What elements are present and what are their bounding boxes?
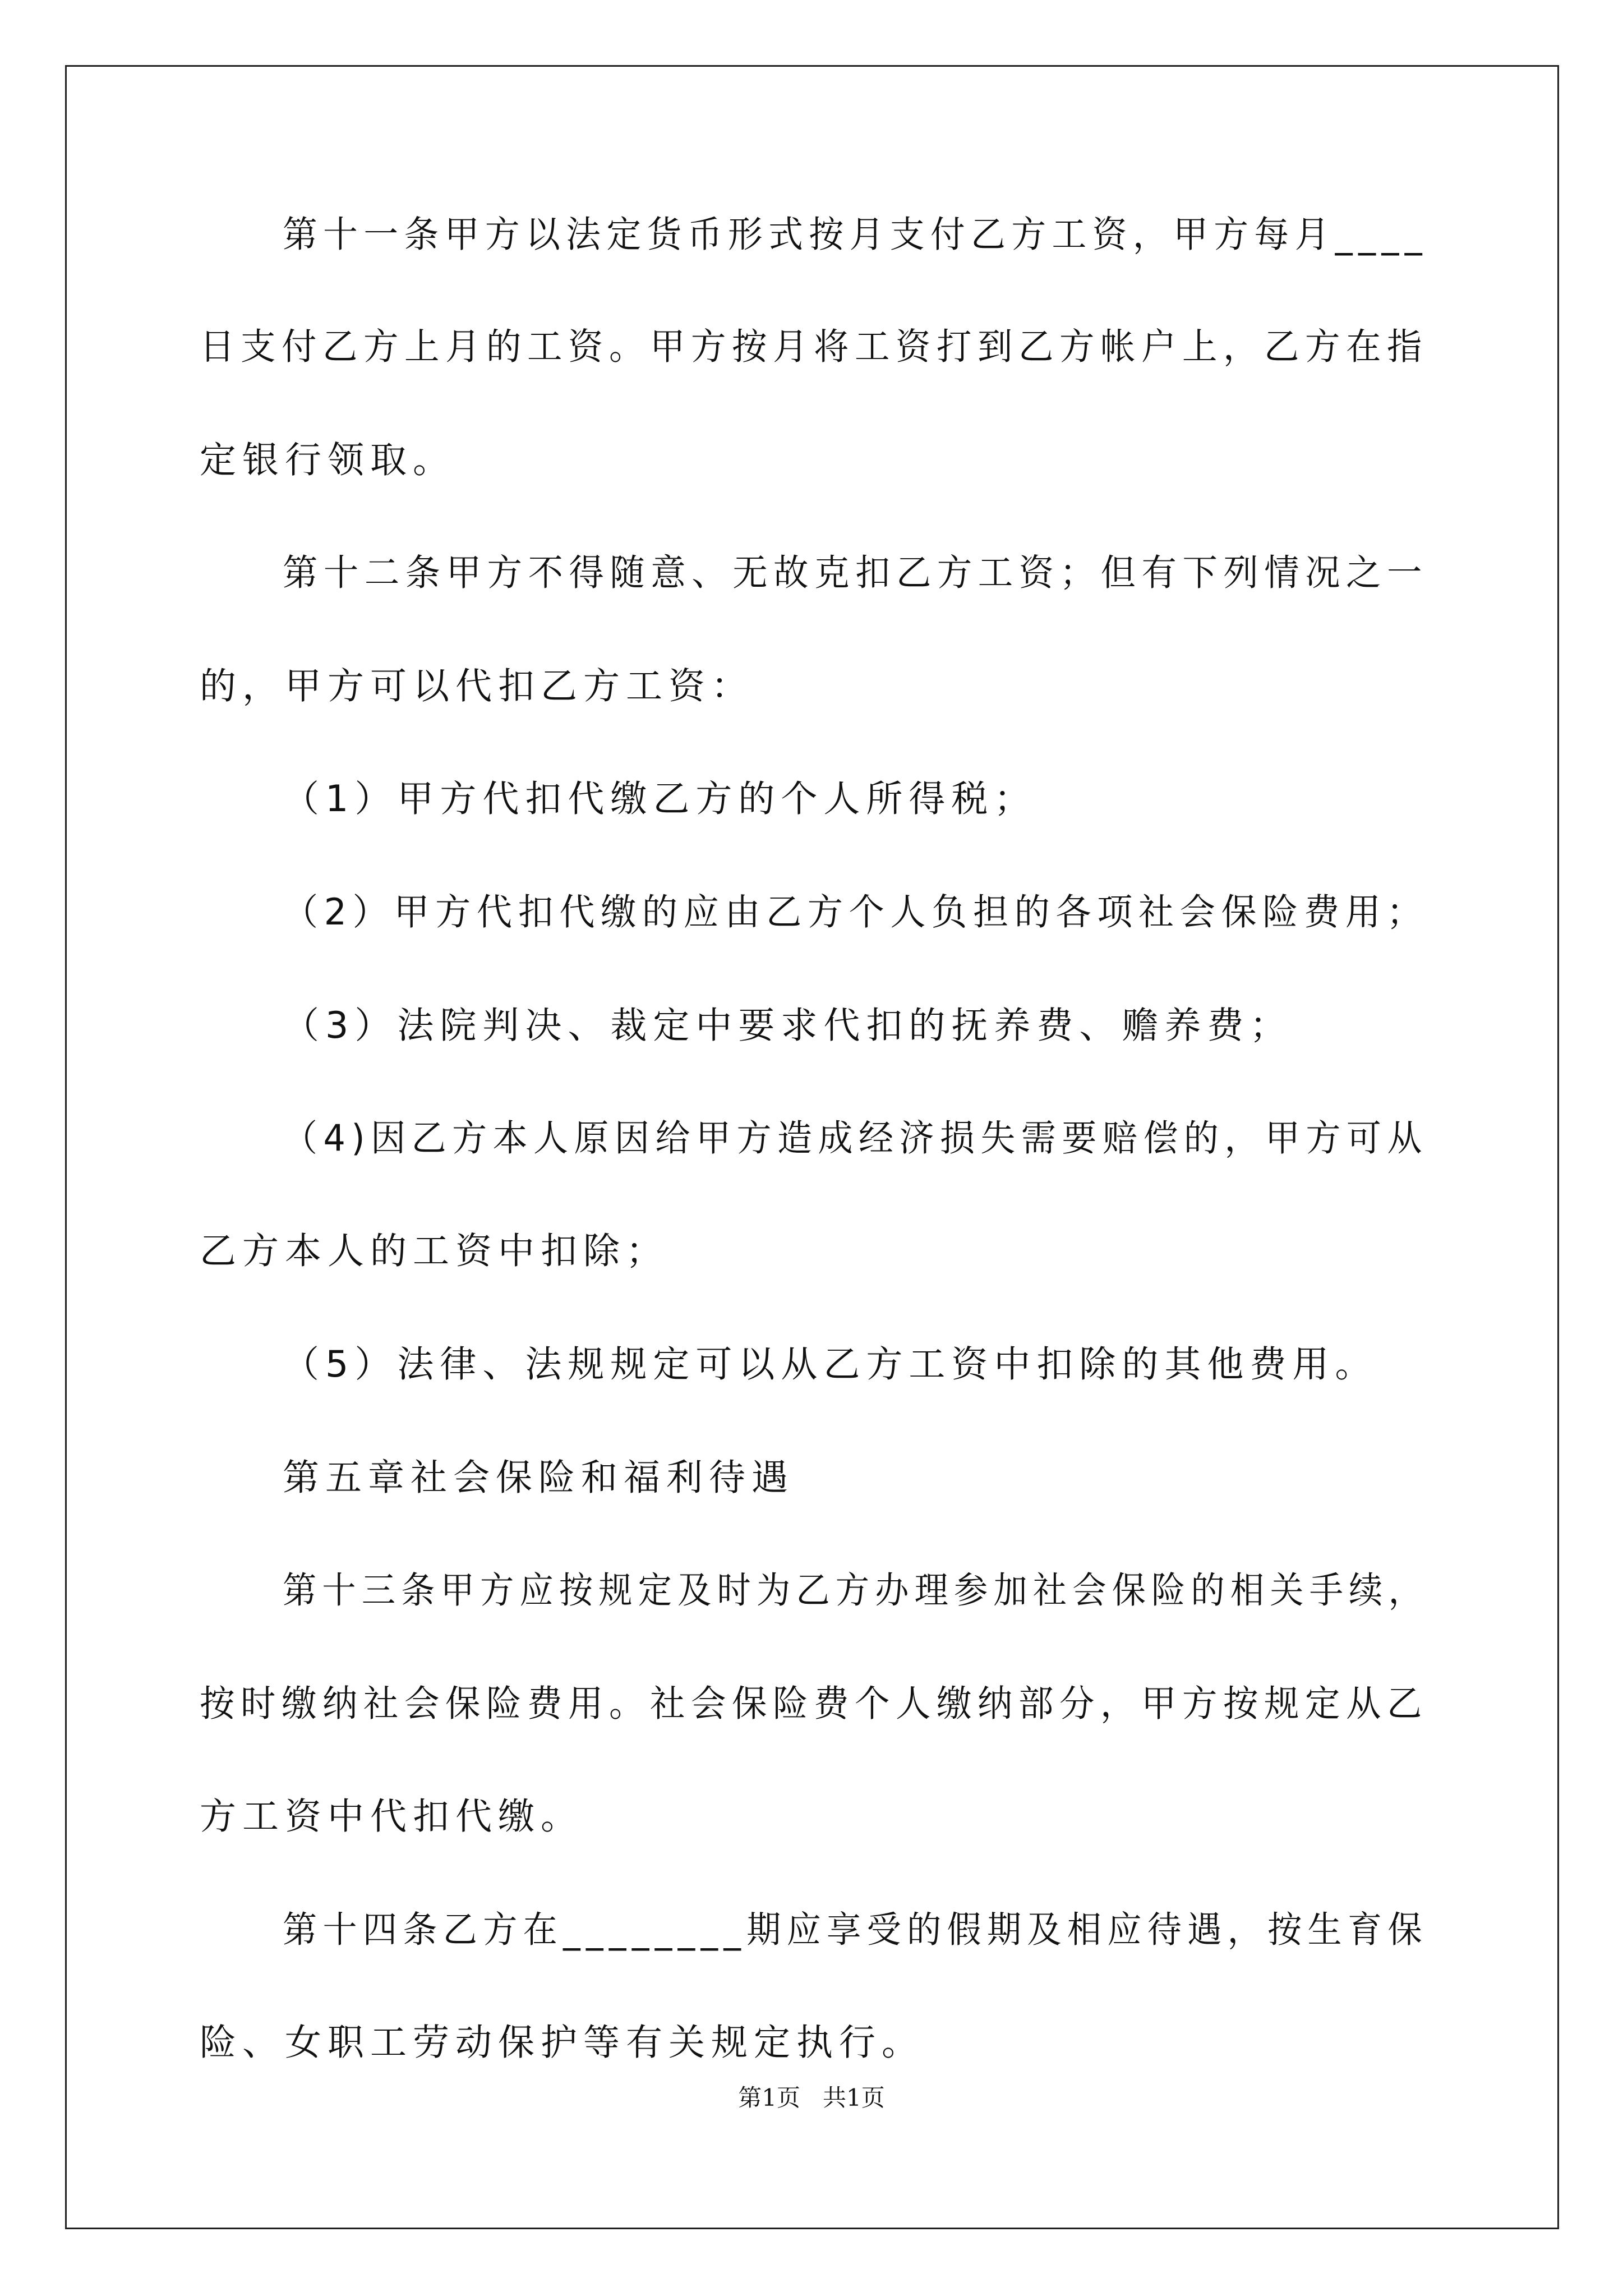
list-item: （3）法院判决、裁定中要求代扣的抚养费、赡养费； <box>283 1005 1293 1047</box>
paragraph-line: 日支付乙方上月的工资。甲方按月将工资打到乙方帐户上，乙方在指 <box>200 326 1428 368</box>
paragraph-line: 险、女职工劳动保护等有关规定执行。 <box>200 2022 925 2064</box>
list-item: （1）甲方代扣代缴乙方的个人所得税； <box>283 778 1037 820</box>
paragraph-line: 按时缴纳社会保险费用。社会保险费个人缴纳部分，甲方按规定从乙 <box>200 1683 1428 1725</box>
list-item: （5）法律、法规规定可以从乙方工资中扣除的其他费用。 <box>283 1343 1378 1386</box>
chapter-heading: 第五章社会保险和福利待遇 <box>283 1457 795 1499</box>
paragraph-line: 的，甲方可以代扣乙方工资： <box>200 665 754 707</box>
list-item: （4)因乙方本人原因给甲方造成经济损失需要赔偿的，甲方可从 <box>283 1117 1428 1159</box>
page-number-footer: 第1页 共1页 <box>738 2084 885 2111</box>
paragraph-line: 第十四条乙方在________期应享受的假期及相应待遇，按生育保 <box>283 1909 1428 1951</box>
paragraph-line: 第十一条甲方以法定货币形式按月支付乙方工资，甲方每月____ <box>283 214 1428 256</box>
list-item-continuation: 乙方本人的工资中扣除； <box>200 1230 669 1272</box>
list-item: （2）甲方代扣代缴的应由乙方个人负担的各项社会保险费用； <box>283 891 1428 933</box>
paragraph-line: 第十三条甲方应按规定及时为乙方办理参加社会保险的相关手续， <box>283 1570 1428 1612</box>
paragraph-line: 第十二条甲方不得随意、无故克扣乙方工资；但有下列情况之一 <box>283 552 1428 594</box>
paragraph-line: 方工资中代扣代缴。 <box>200 1796 584 1838</box>
paragraph-line: 定银行领取。 <box>200 439 456 481</box>
